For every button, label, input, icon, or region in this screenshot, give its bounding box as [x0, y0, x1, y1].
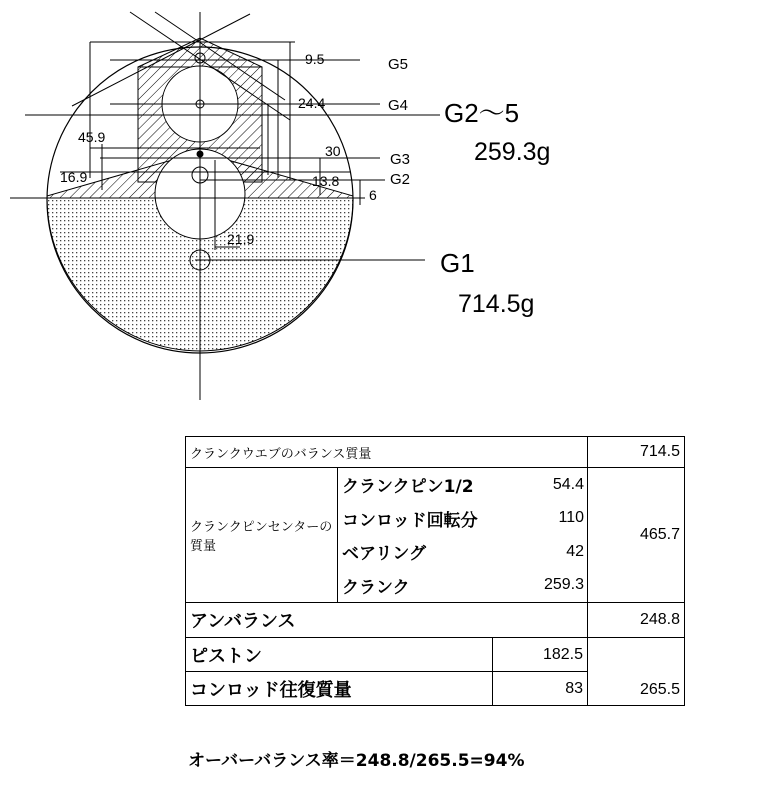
table-row — [186, 468, 685, 603]
g2-5-mass: 259.3g — [474, 138, 551, 166]
pin-item-label: コンロッド回転分 — [342, 510, 478, 531]
label-g3: G3 — [390, 151, 411, 168]
label-g5: G5 — [388, 56, 409, 73]
dim-9-5: 9.5 — [305, 51, 325, 67]
pin-items-cell — [338, 468, 588, 603]
pin-item-row — [338, 501, 588, 535]
label-g2: G2 — [390, 171, 411, 188]
piston-label: ピストン — [186, 638, 493, 672]
label-g4: G4 — [388, 97, 409, 114]
conrod-recip-label: コンロッド往復質量 — [186, 672, 493, 706]
table-row — [186, 638, 685, 672]
label-g1: G1 — [440, 248, 475, 278]
overbalance-ratio: オーバーバランス率＝248.8/265.5=94% — [188, 751, 525, 771]
pin-center-label: クランクピンセンターの質量 — [186, 468, 338, 603]
dim-13-8: 13.8 — [312, 173, 340, 189]
label-g2-5: G2〜5 — [444, 98, 520, 128]
pin-item-row — [338, 568, 588, 602]
g3-marker — [197, 151, 203, 157]
table-row — [186, 437, 685, 468]
g1-mass: 714.5g — [458, 290, 535, 318]
dim-16-9: 16.9 — [60, 169, 88, 185]
pin-item-value: 42 — [566, 542, 584, 560]
pin-item-row — [338, 468, 588, 501]
piston-value: 182.5 — [493, 638, 588, 672]
unbalance-value: 248.8 — [588, 603, 685, 638]
dim-30: 30 — [325, 143, 341, 159]
pin-item-label: クランク — [342, 577, 410, 598]
dim-21-9: 21.9 — [227, 231, 255, 247]
pin-item-value: 110 — [558, 509, 584, 526]
pin-item-label: ベアリング — [342, 544, 426, 564]
conrod-recip-value: 83 — [493, 672, 588, 706]
recip-total: 265.5 — [588, 638, 685, 706]
pin-center-total: 465.7 — [588, 468, 685, 603]
dim-6: 6 — [369, 187, 377, 203]
pin-item-value: 259.3 — [543, 576, 584, 593]
pin-item-label: クランクピン1/2 — [342, 477, 474, 497]
pin-item-value: 54.4 — [552, 475, 584, 493]
mass-table — [185, 436, 685, 706]
pin-item-row — [338, 535, 588, 568]
unbalance-label: アンバランス — [186, 603, 588, 638]
web-balance-label: クランクウエブのバランス質量 — [186, 437, 588, 468]
table-row — [186, 603, 685, 638]
dim-45-9: 45.9 — [78, 129, 106, 145]
dim-24-4: 24.4 — [298, 95, 326, 111]
web-balance-value: 714.5 — [588, 437, 685, 468]
